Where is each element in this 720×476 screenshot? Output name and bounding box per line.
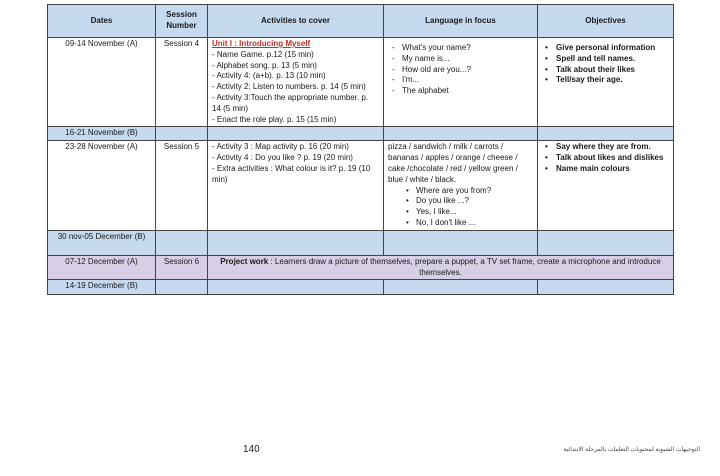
list-item: • Tell/say their age. — [542, 75, 669, 86]
list-item: - Activity 3:Touch the appropriate number. p. 14 (5 min) — [212, 93, 379, 115]
header-objectives: Objectives — [538, 5, 674, 38]
list-item: • Talk about likes and dislikes — [542, 153, 669, 164]
list-item: • Do you like ...? — [388, 196, 533, 207]
language-cell — [384, 38, 538, 127]
list-item: - Extra activities : What colour is it? p. 19 (10 min) — [212, 164, 379, 186]
table-row — [48, 280, 674, 295]
language-list — [388, 43, 533, 97]
list-item: - Activity 4: (a+b). p. 13 (10 min) — [212, 71, 379, 82]
list-item: - What's your name? — [388, 43, 533, 54]
header-activities: Activities to cover — [208, 5, 384, 38]
list-item: • Yes, I like... — [388, 207, 533, 218]
list-item: - Name Game. p.12 (15 min) — [212, 50, 379, 61]
header-language: Language in focus — [384, 5, 538, 38]
session-cell: Session 6 — [156, 255, 208, 280]
footer-note: التوجيهات الشبوية لمحتويات التعلمات بالمرحلة الابتدائية — [563, 447, 700, 453]
header-dates: Dates — [48, 5, 156, 38]
table-row — [48, 141, 674, 230]
page-number: 140 — [243, 444, 260, 455]
date-cell: 23-28 November (A) — [48, 141, 156, 230]
language-list — [388, 186, 533, 229]
date-cell: 14-19 December (B) — [48, 280, 156, 295]
list-item: - Activity 4 : Do you like ? p. 19 (20 min) — [212, 153, 379, 164]
objectives-cell — [538, 38, 674, 127]
session-cell: Session 5 — [156, 141, 208, 230]
activities-cell — [208, 38, 384, 127]
activities-list — [212, 50, 379, 126]
list-item: - Enact the role play. p. 15 (15 min) — [212, 115, 379, 126]
date-cell: 07-12 December (A) — [48, 255, 156, 280]
language-cell — [384, 141, 538, 230]
objectives-list — [542, 142, 669, 174]
list-item: - Activity 3 : Map activity p. 16 (20 min) — [212, 142, 379, 153]
objectives-list — [542, 43, 669, 86]
table-row — [48, 38, 674, 127]
project-text: : Learners draw a picture of themselves, prepare a puppet, a TV set frame, create a microphone and introduce themselves. — [268, 256, 661, 277]
date-cell: 09-14 November (A) — [48, 38, 156, 127]
list-item: - How old are you...? — [388, 65, 533, 76]
project-work-cell — [208, 255, 674, 280]
list-item: - I'm... — [388, 75, 533, 86]
activities-list — [212, 142, 379, 185]
table-row — [48, 230, 674, 255]
project-label: Project work — [220, 256, 269, 266]
vocabulary-text: pizza / sandwich / milk / carrots / bananas / apples / orange / cheese / cake /chocolate / red / yellow green / blue / white / black. — [388, 142, 518, 184]
list-item: • Name main colours — [542, 164, 669, 175]
header-session: Session Number — [156, 5, 208, 38]
objectives-cell — [538, 141, 674, 230]
list-item: - Activity 2: Listen to numbers. p. 14 (5 min) — [212, 82, 379, 93]
list-item: • Spell and tell names. — [542, 54, 669, 65]
lesson-plan-table — [47, 4, 674, 295]
date-cell: 16-21 November (B) — [48, 127, 156, 141]
list-item: - Alphabet song. p. 13 (5 min) — [212, 61, 379, 72]
session-cell: Session 4 — [156, 38, 208, 127]
list-item: • Give personal information — [542, 43, 669, 54]
unit-title: Unit I : Introducing Myself — [212, 39, 311, 48]
date-cell: 30 nov-05 December (B) — [48, 230, 156, 255]
list-item: - My name is... — [388, 54, 533, 65]
activities-cell — [208, 141, 384, 230]
list-item: • Where are you from? — [388, 186, 533, 197]
list-item: - The alphabet — [388, 86, 533, 97]
header-row — [48, 5, 674, 38]
table-row — [48, 127, 674, 141]
list-item: • No, I don't like ... — [388, 218, 533, 229]
list-item: • Talk about their likes — [542, 65, 669, 76]
table-row — [48, 255, 674, 280]
list-item: • Say where they are from. — [542, 142, 669, 153]
